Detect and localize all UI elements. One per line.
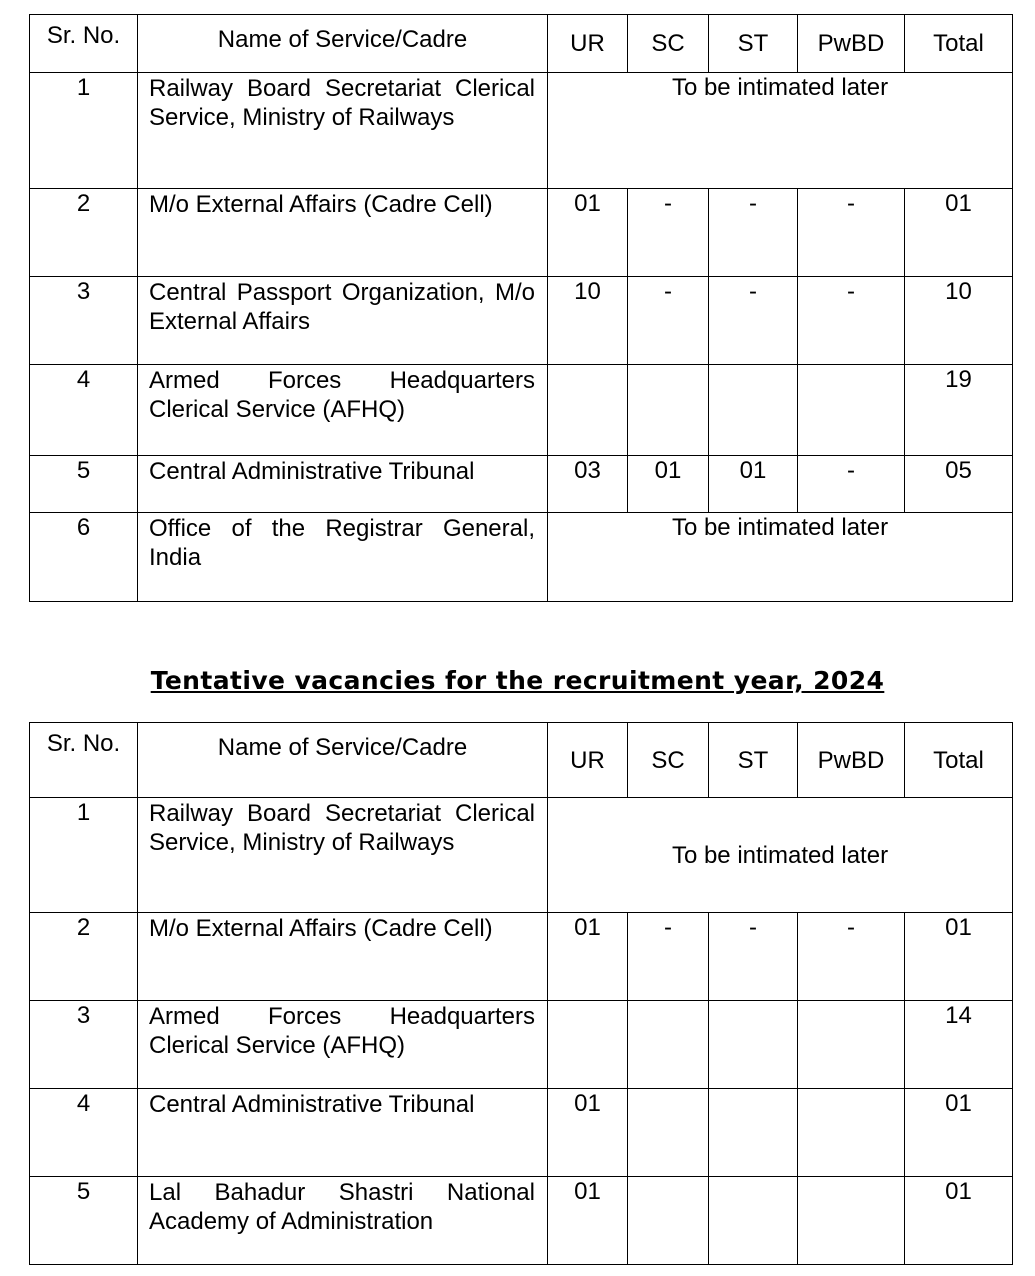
table-row (30, 1001, 1013, 1089)
row-sr-no: 3 (30, 1001, 138, 1089)
row-service-name: Lal Bahadur Shastri National Academy of Administration (138, 1177, 548, 1265)
header-sr-no: Sr. No. (30, 15, 138, 73)
row-st (709, 1001, 798, 1089)
row-ur (548, 365, 628, 456)
row-st: 01 (709, 456, 798, 513)
header-total: Total (905, 15, 1013, 73)
row-ur: 01 (548, 913, 628, 1001)
row-sc: 01 (628, 456, 709, 513)
header-total: Total (905, 723, 1013, 798)
table-row (30, 798, 1013, 913)
row-sc (628, 1177, 709, 1265)
table-row (30, 1177, 1013, 1265)
row-sc (628, 365, 709, 456)
header-st: ST (709, 723, 798, 798)
table-row (30, 913, 1013, 1001)
row-st: - (709, 189, 798, 277)
row-service-name: Armed Forces Headquarters Clerical Service (AFHQ) (138, 1001, 548, 1089)
table-header-row (30, 15, 1013, 73)
row-sr-no: 2 (30, 913, 138, 1001)
header-sc: SC (628, 15, 709, 73)
row-sr-no: 6 (30, 513, 138, 602)
row-sr-no: 3 (30, 277, 138, 365)
header-pwbd: PwBD (798, 15, 905, 73)
row-sr-no: 5 (30, 456, 138, 513)
row-service-name: M/o External Affairs (Cadre Cell) (138, 189, 548, 277)
row-service-name: Central Administrative Tribunal (138, 456, 548, 513)
row-st: - (709, 913, 798, 1001)
table-row (30, 1089, 1013, 1177)
table-row (30, 73, 1013, 189)
row-sr-no: 5 (30, 1177, 138, 1265)
row-sr-no: 4 (30, 365, 138, 456)
row-service-name: Central Passport Organization, M/o External Affairs (138, 277, 548, 365)
row-st (709, 365, 798, 456)
row-pwbd (798, 365, 905, 456)
row-pwbd: - (798, 913, 905, 1001)
row-total: 01 (905, 1089, 1013, 1177)
row-pwbd: - (798, 189, 905, 277)
row-sc: - (628, 913, 709, 1001)
row-service-name: Armed Forces Headquarters Clerical Service (AFHQ) (138, 365, 548, 456)
header-name-of-service: Name of Service/Cadre (138, 15, 548, 73)
row-merged-note: To be intimated later (548, 513, 1013, 602)
section-heading: Tentative vacancies for the recruitment year, 2024 (150, 666, 885, 695)
table-row (30, 456, 1013, 513)
row-service-name: Railway Board Secretariat Clerical Service, Ministry of Railways (138, 798, 548, 913)
row-total: 19 (905, 365, 1013, 456)
row-sc (628, 1001, 709, 1089)
table-row (30, 513, 1013, 602)
header-name-of-service: Name of Service/Cadre (138, 723, 548, 798)
row-pwbd: - (798, 456, 905, 513)
header-ur: UR (548, 723, 628, 798)
row-total: 01 (905, 189, 1013, 277)
row-ur (548, 1001, 628, 1089)
row-service-name: Railway Board Secretariat Clerical Service, Ministry of Railways (138, 73, 548, 189)
vacancy-table-1 (29, 14, 1013, 602)
row-service-name: M/o External Affairs (Cadre Cell) (138, 913, 548, 1001)
row-ur: 01 (548, 1177, 628, 1265)
table-row (30, 277, 1013, 365)
row-sc: - (628, 277, 709, 365)
row-sc: - (628, 189, 709, 277)
row-total: 14 (905, 1001, 1013, 1089)
row-total: 10 (905, 277, 1013, 365)
row-st (709, 1177, 798, 1265)
header-sr-no: Sr. No. (30, 723, 138, 798)
table-row (30, 365, 1013, 456)
row-ur: 03 (548, 456, 628, 513)
row-pwbd (798, 1089, 905, 1177)
row-st (709, 1089, 798, 1177)
row-total: 01 (905, 913, 1013, 1001)
row-sc (628, 1089, 709, 1177)
row-pwbd (798, 1177, 905, 1265)
row-total: 01 (905, 1177, 1013, 1265)
row-service-name: Office of the Registrar General, India (138, 513, 548, 602)
row-total: 05 (905, 456, 1013, 513)
row-pwbd (798, 1001, 905, 1089)
row-pwbd: - (798, 277, 905, 365)
row-sr-no: 2 (30, 189, 138, 277)
header-st: ST (709, 15, 798, 73)
row-ur: 01 (548, 1089, 628, 1177)
vacancy-table-2 (29, 722, 1013, 1265)
row-sr-no: 4 (30, 1089, 138, 1177)
row-st: - (709, 277, 798, 365)
header-ur: UR (548, 15, 628, 73)
row-service-name: Central Administrative Tribunal (138, 1089, 548, 1177)
table-header-row (30, 723, 1013, 798)
row-ur: 01 (548, 189, 628, 277)
row-merged-note: To be intimated later (548, 798, 1013, 913)
row-ur: 10 (548, 277, 628, 365)
row-sr-no: 1 (30, 798, 138, 913)
header-pwbd: PwBD (798, 723, 905, 798)
row-sr-no: 1 (30, 73, 138, 189)
row-merged-note: To be intimated later (548, 73, 1013, 189)
header-sc: SC (628, 723, 709, 798)
table-row (30, 189, 1013, 277)
